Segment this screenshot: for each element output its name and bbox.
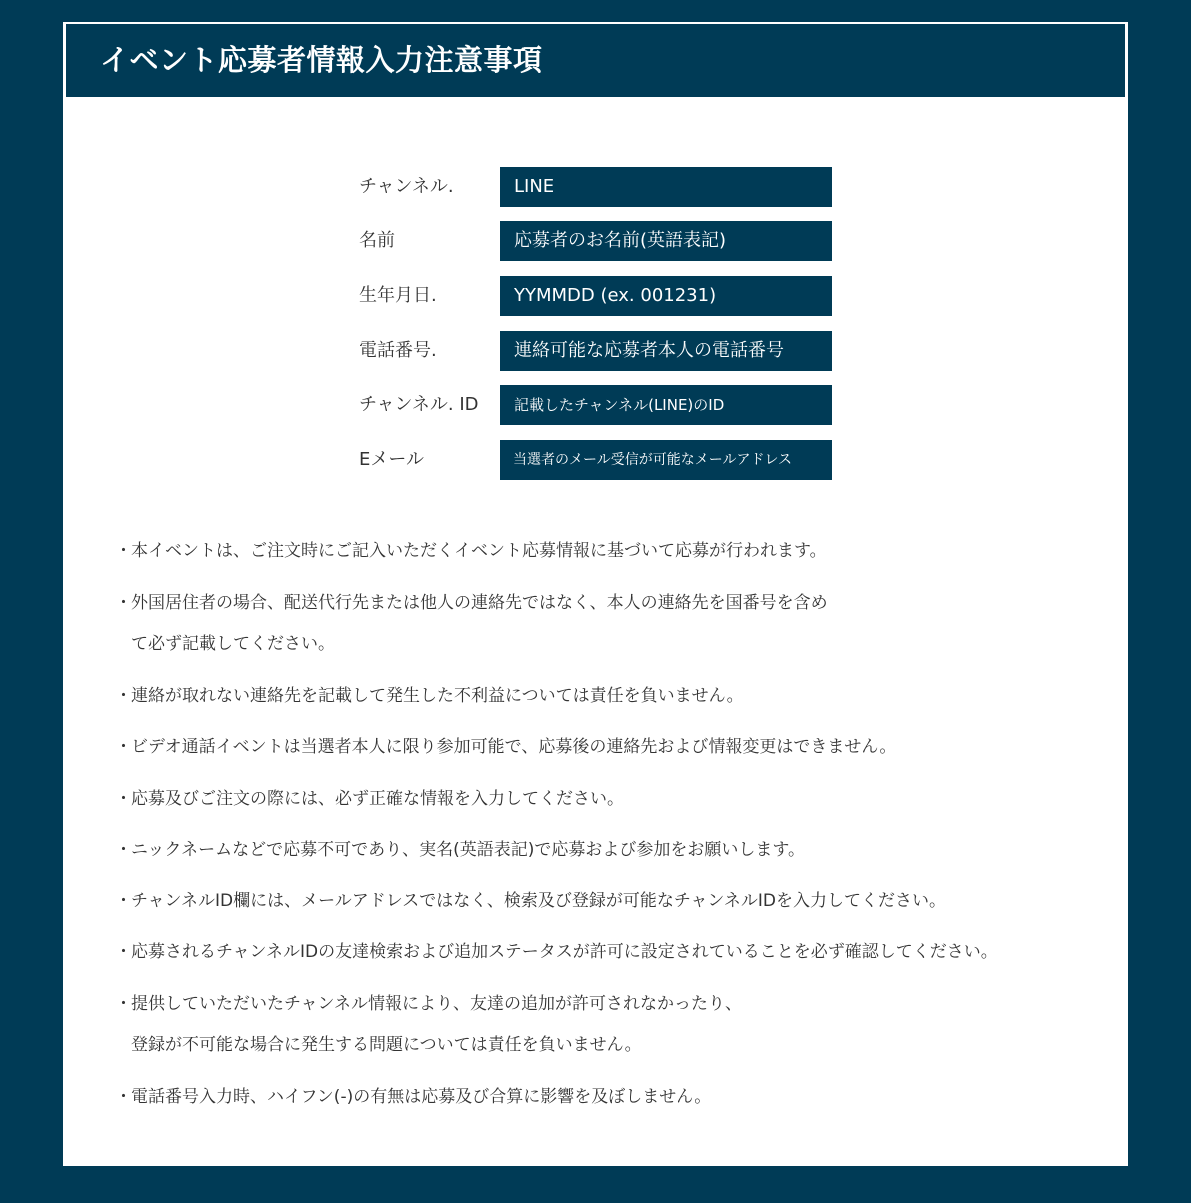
field-label-birthdate: 生年月日. bbox=[359, 285, 437, 306]
field-label-channel: チャンネル. bbox=[359, 176, 454, 197]
note-bullet: ・ bbox=[115, 840, 132, 860]
note-bullet: ・ bbox=[115, 737, 132, 757]
note-text: 電話番号入力時、ハイフン(-)の有無は応募及び合算に影響を及ぼしません。 bbox=[131, 1087, 712, 1107]
note-bullet: ・ bbox=[115, 942, 132, 962]
field-label-phone: 電話番号. bbox=[359, 340, 437, 361]
field-row-birthdate bbox=[63, 276, 1128, 316]
note-bullet: ・ bbox=[115, 541, 132, 561]
field-value-birthdate: YYMMDD (ex. 001231) bbox=[500, 276, 832, 316]
note-item bbox=[115, 727, 896, 768]
note-bullet: ・ bbox=[115, 891, 132, 911]
note-text: 本イベントは、ご注文時にご記入いただくイベント応募情報に基づいて応募が行われます。 bbox=[131, 541, 827, 561]
field-value-channel-id: 記載したチャンネル(LINE)のID bbox=[500, 385, 832, 425]
field-row-email bbox=[63, 440, 1128, 480]
field-label-name: 名前 bbox=[359, 230, 395, 251]
note-text: 連絡が取れない連絡先を記載して発生した不利益については責任を負いません。 bbox=[131, 686, 744, 706]
field-value-phone: 連絡可能な応募者本人の電話番号 bbox=[500, 331, 832, 371]
note-text: ニックネームなどで応募不可であり、実名(英語表記)で応募および参加をお願いします。 bbox=[131, 840, 806, 860]
note-item bbox=[115, 932, 998, 973]
note-item bbox=[115, 830, 805, 871]
note-text: チャンネルID欄には、メールアドレスではなく、検索及び登録が可能なチャンネルIDを入力してください。 bbox=[131, 891, 946, 911]
note-bullet: ・ bbox=[115, 593, 132, 613]
field-value-email: 当選者のメール受信が可能なメールアドレス bbox=[500, 440, 832, 480]
note-item bbox=[115, 583, 828, 665]
note-item bbox=[115, 1077, 711, 1118]
field-label-email: Eメール bbox=[359, 449, 425, 470]
field-value-channel: LINE bbox=[500, 167, 832, 207]
note-bullet: ・ bbox=[115, 789, 132, 809]
field-value-name: 応募者のお名前(英語表記) bbox=[500, 221, 832, 261]
note-text: ビデオ通話イベントは当選者本人に限り参加可能で、応募後の連絡先および情報変更はできません。 bbox=[131, 737, 897, 757]
note-text-continued: て必ず記載してください。 bbox=[131, 634, 335, 654]
note-text: 外国居住者の場合、配送代行先または他人の連絡先ではなく、本人の連絡先を国番号を含め bbox=[131, 593, 828, 613]
notice-card bbox=[63, 22, 1128, 1166]
note-bullet: ・ bbox=[115, 686, 132, 706]
field-label-channel-id: チャンネル. ID bbox=[359, 394, 479, 415]
field-row-channel-id bbox=[63, 385, 1128, 425]
note-text: 応募されるチャンネルIDの友達検索および追加ステータスが許可に設定されていることを必ず確認してください。 bbox=[131, 942, 998, 962]
note-item bbox=[115, 779, 624, 820]
note-item bbox=[115, 984, 742, 1066]
note-item bbox=[115, 676, 744, 717]
header-bar bbox=[66, 24, 1125, 97]
note-text: 提供していただいたチャンネル情報により、友達の追加が許可されなかったり、 bbox=[131, 994, 742, 1014]
field-row-phone bbox=[63, 331, 1128, 371]
note-item bbox=[115, 881, 946, 922]
note-bullet: ・ bbox=[115, 994, 132, 1014]
note-text: 応募及びご注文の際には、必ず正確な情報を入力してください。 bbox=[131, 789, 624, 809]
note-item bbox=[115, 531, 827, 572]
note-bullet: ・ bbox=[115, 1087, 132, 1107]
field-row-name bbox=[63, 221, 1128, 261]
field-row-channel bbox=[63, 167, 1128, 207]
page-title: イベント応募者情報入力注意事項 bbox=[100, 43, 543, 77]
note-text-continued: 登録が不可能な場合に発生する問題については責任を負いません。 bbox=[131, 1035, 642, 1055]
